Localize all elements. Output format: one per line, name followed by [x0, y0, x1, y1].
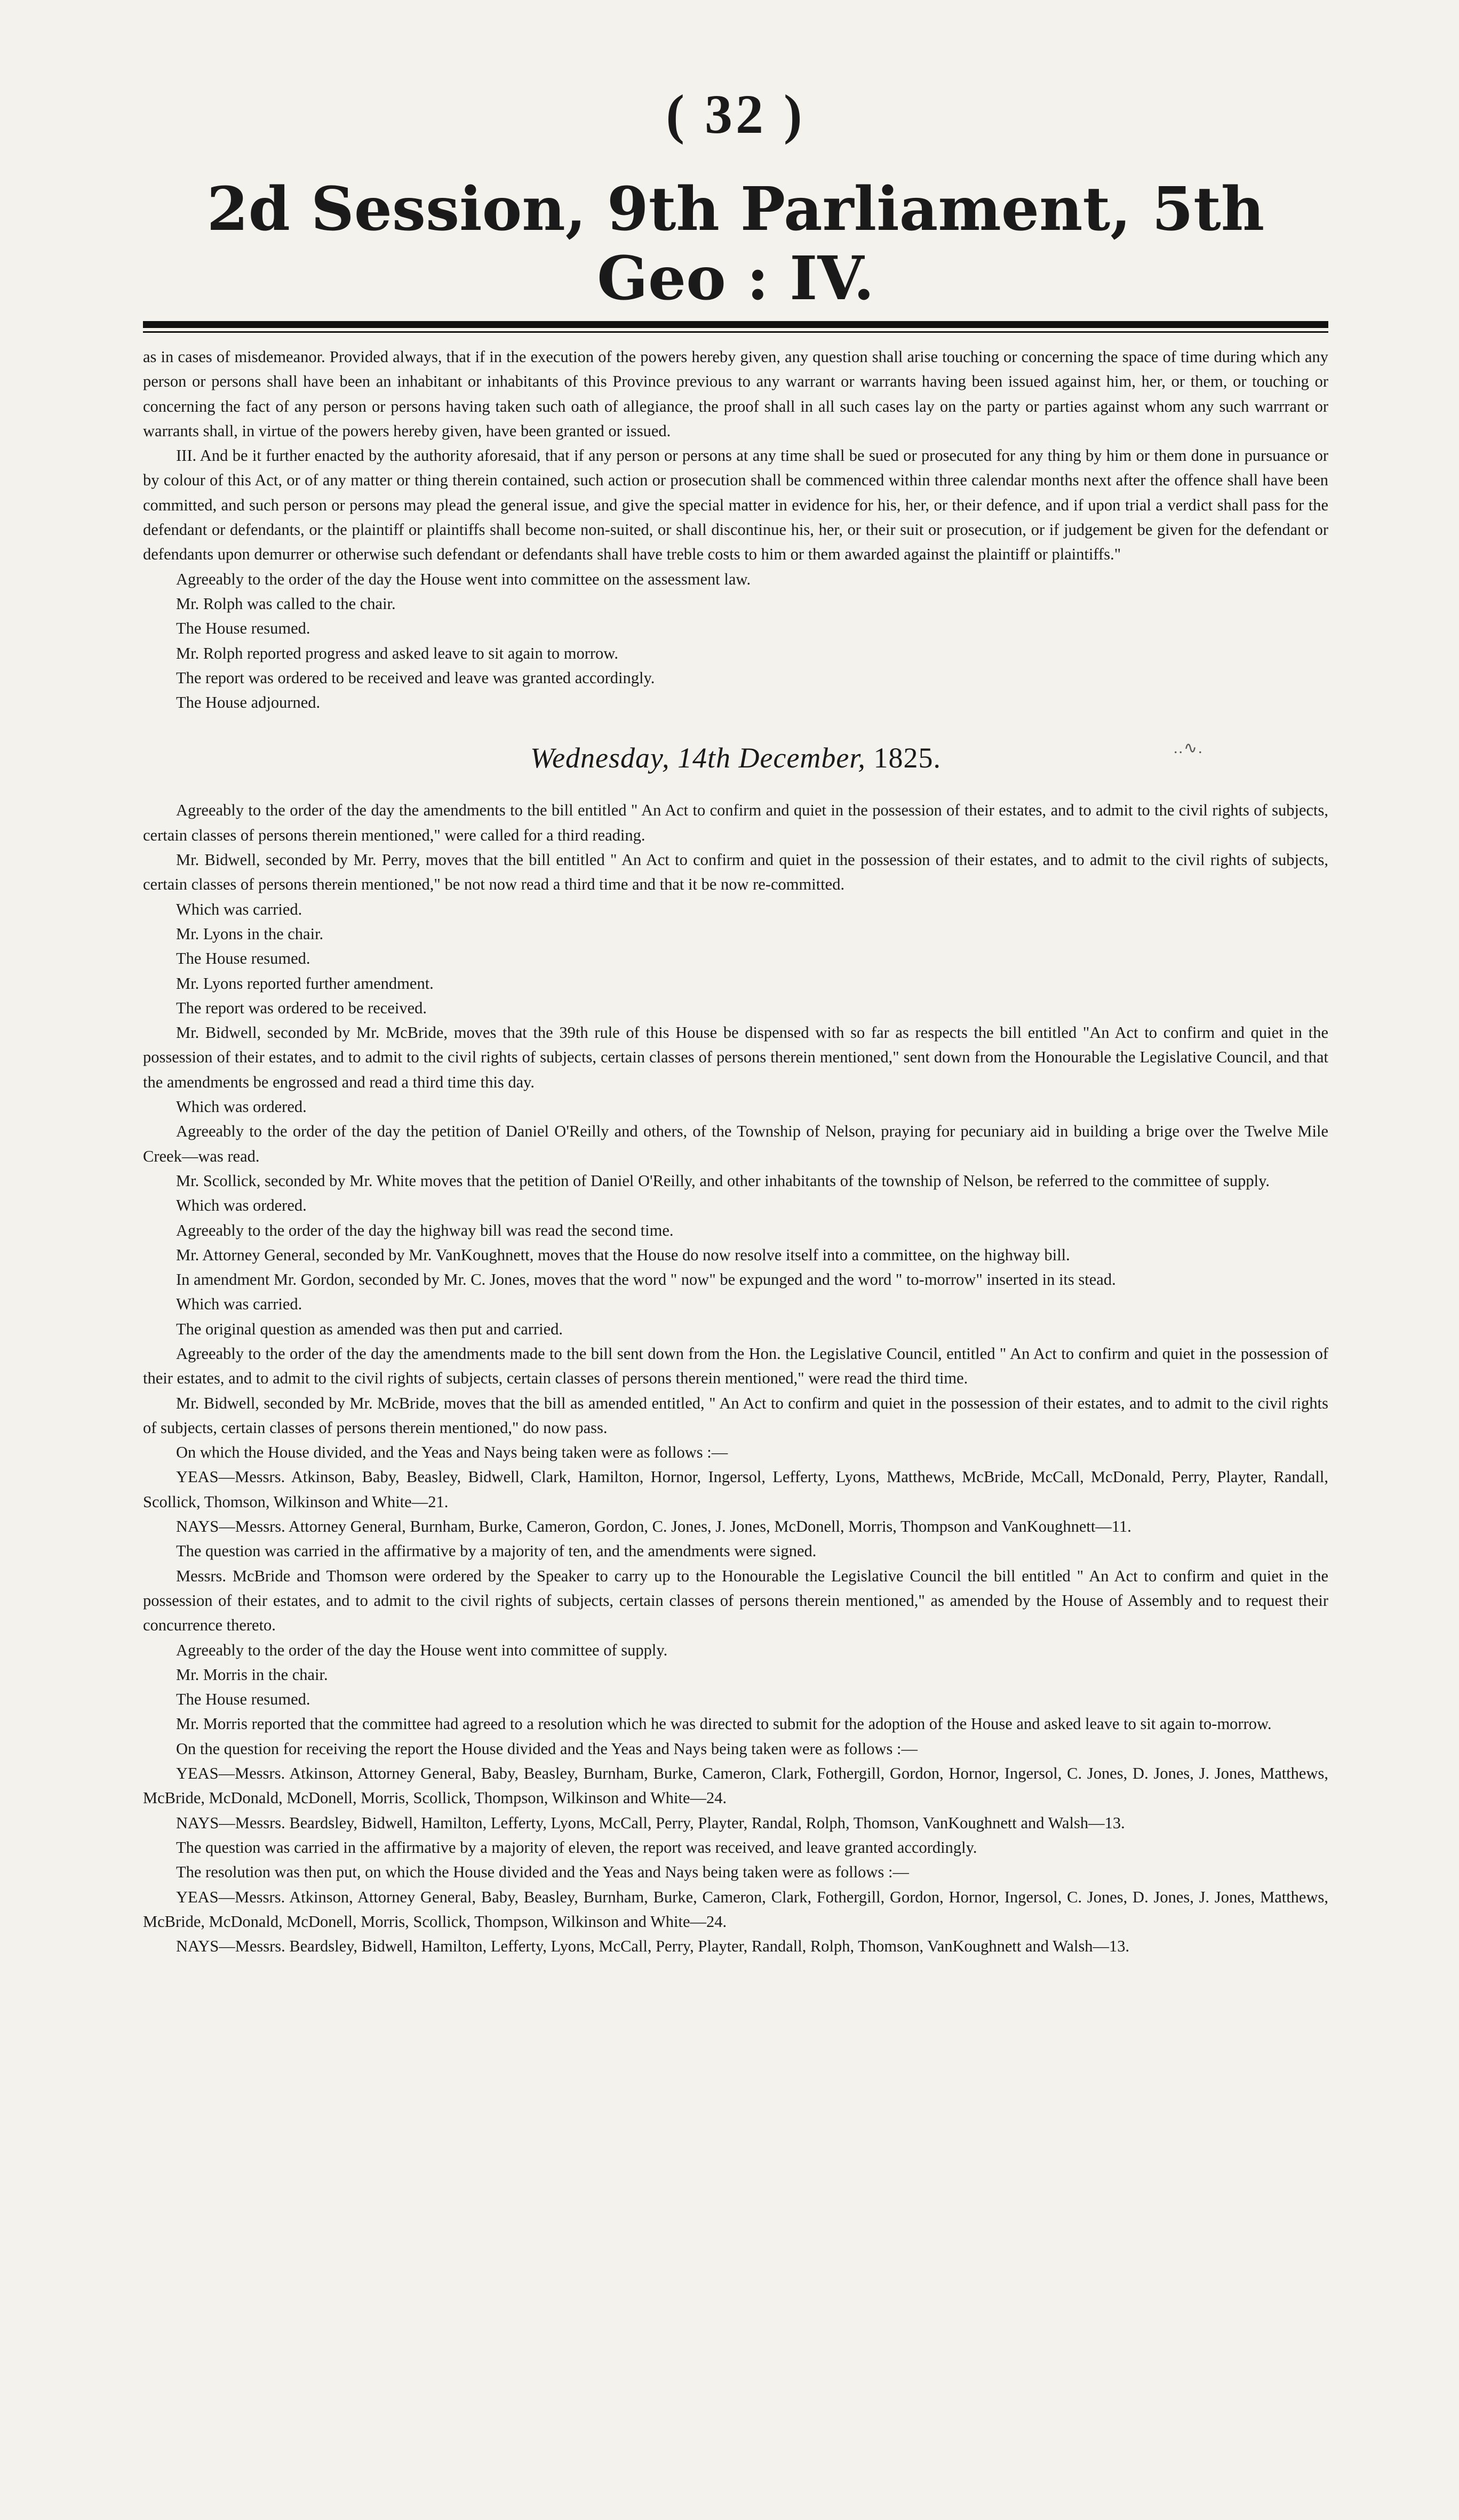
paragraph: Agreeably to the order of the day the petition of Daniel O'Reilly and others, of the Township of Nelson, praying for pecuniary aid in building a brige over the Twelve Mile Creek—was read.	[143, 1122, 1328, 1165]
paragraph: Which was ordered.	[176, 1098, 307, 1116]
paragraph: Mr. Attorney General, seconded by Mr. VanKoughnett, moves that the House do now resolve itself into a committee, on the highway bill.	[176, 1245, 1070, 1264]
paragraph: Mr. Scollick, seconded by Mr. White moves that the petition of Daniel O'Reilly, and other inhabitants of the township of Nelson, be referred to the committee of supply.	[176, 1171, 1270, 1190]
paragraph: The report was ordered to be received and leave was granted accordingly.	[176, 668, 655, 687]
paragraph: Which was carried.	[176, 1295, 302, 1314]
paragraph: YEAS—Messrs. Atkinson, Baby, Beasley, Bidwell, Clark, Hamilton, Hornor, Ingersol, Lefferty, Lyons, Matthews, McBride, McCall, McDonald, Perry, Playter, Randall, Scollick, Thomson, Wilkinson and White—21.	[143, 1468, 1328, 1511]
paragraph: Mr. Rolph was called to the chair.	[176, 594, 396, 613]
paragraph: The question was carried in the affirmative by a majority of ten, and the amendments were signed.	[176, 1542, 817, 1561]
paragraph: Mr. Rolph reported progress and asked leave to sit again to morrow.	[176, 644, 618, 662]
paragraph: The original question as amended was then put and carried.	[176, 1319, 563, 1338]
paragraph: YEAS—Messrs. Atkinson, Attorney General, Baby, Beasley, Burnham, Burke, Cameron, Clark, Fothergill, Gordon, Hornor, Ingersol, C. Jones, D. Jones, J. Jones, Matthews, McBride, McDonald, McDonell, Morris, Scollick, Thompson, Wilkinson and White—24.	[143, 1887, 1328, 1931]
paragraph: Agreeably to the order of the day the House went into committee on the assessment law.	[176, 570, 751, 588]
paragraph: Mr. Bidwell, seconded by Mr. Perry, moves that the bill entitled " An Act to confirm and quiet in the possession of their estates, and to admit to the civil rights of subjects, certain classes of persons therein mentioned," be not now read a third time and that it be now re-committed.	[143, 851, 1328, 894]
paragraph: In amendment Mr. Gordon, seconded by Mr. C. Jones, moves that the word " now" be expunged and the word " to-morrow" inserted in its stead.	[176, 1270, 1116, 1289]
paragraph: The report was ordered to be received.	[176, 998, 427, 1017]
date-heading-year: 1825.	[865, 742, 941, 774]
paragraph: NAYS—Messrs. Attorney General, Burnham, Burke, Cameron, Gordon, C. Jones, J. Jones, McDonell, Morris, Thompson and VanKoughnett—11.	[176, 1517, 1131, 1536]
header-rule-thin	[143, 331, 1328, 333]
paragraph: Mr. Lyons in the chair.	[176, 924, 324, 943]
paragraph: The resolution was then put, on which the House divided and the Yeas and Nays being taken were as follows :—	[176, 1863, 909, 1882]
paragraph: Mr. Bidwell, seconded by Mr. McBride, moves that the 39th rule of this House be dispensed with so far as respects the bill entitled "An Act to confirm and quiet in the possession of their estates, and to admit to the civil rights of subjects, certain classes of persons therein mentioned," sent down from the Honourable the Legislative Council, and that the amendments be engrossed and read a third time this day.	[143, 1023, 1328, 1091]
paragraph: The House resumed.	[176, 949, 310, 968]
bottom-text-block	[143, 798, 1328, 1958]
paragraph: The question was carried in the affirmative by a majority of eleven, the report was received, and leave granted accordingly.	[176, 1838, 977, 1857]
running-header: 2d Session, 9th Parliament, 5th Geo : IV.	[206, 174, 1265, 314]
paragraph: The House resumed.	[176, 619, 310, 638]
page-number: ( 32 )	[666, 84, 806, 145]
paragraph: Mr. Morris in the chair.	[176, 1665, 328, 1684]
paragraph: Agreeably to the order of the day the House went into committee of supply.	[176, 1641, 668, 1659]
paragraph: Agreeably to the order of the day the highway bill was read the second time.	[176, 1221, 674, 1239]
paragraph: NAYS—Messrs. Beardsley, Bidwell, Hamilton, Lefferty, Lyons, McCall, Perry, Playter, Randal, Rolph, Thomson, VanKoughnett and Walsh—13.	[176, 1813, 1125, 1832]
paragraph: The House resumed.	[176, 1690, 310, 1709]
paragraph: Mr. Lyons reported further amendment.	[176, 974, 434, 993]
date-heading	[143, 739, 1328, 777]
paragraph: Agreeably to the order of the day the amendments to the bill entitled " An Act to confirm and quiet in the possession of their estates, and to admit to the civil rights of subjects, certain classes of persons therein mentioned," were called for a third reading.	[143, 801, 1328, 844]
paragraph: NAYS—Messrs. Beardsley, Bidwell, Hamilton, Lefferty, Lyons, McCall, Perry, Playter, Randall, Rolph, Thomson, VanKoughnett and Walsh—13.	[176, 1937, 1130, 1956]
top-text-block	[143, 345, 1328, 715]
paragraph: Mr. Morris reported that the committee had agreed to a resolution which he was directed to submit for the adoption of the House and asked leave to sit again to-morrow.	[176, 1715, 1272, 1733]
paragraph: III. And be it further enacted by the authority aforesaid, that if any person or persons at any time shall be sued or prosecuted for any thing by him or them done in pursuance or by colour of this Act, or of any matter or thing therein contained, such action or prosecution shall be commenced within three calendar months next after the offence shall have been committed, and such person or persons may plead the general issue, and give the special matter in evidence for his, her, or their defence, and if upon trial a verdict shall pass for the defendant or defendants, or the plaintiff or plaintiffs shall become non-suited, or shall discontinue his, her, or their suit or prosecution, or if judgement be given for the defendant or defendants upon demurrer or otherwise such defendant or defendants shall have treble costs to him or them awarded against the plaintiff or plaintiffs."	[143, 446, 1328, 564]
paragraph: as in cases of misdemeanor. Provided always, that if in the execution of the powers hereby given, any question shall arise touching or concerning the space of time during which any person or persons shall have been an inhabitant or inhabitants of this Province previous to any warrant or warrants having been issued against him, her, or them, or touching or concerning the fact of any person or persons having taken such oath of allegiance, the proof shall in all such cases lay on the party or parties against whom any such warrrant or warrants shall, in virtue of the powers hereby given, have been granted or issued.	[143, 348, 1328, 440]
paragraph: Messrs. McBride and Thomson were ordered by the Speaker to carry up to the Honourable the Legislative Council the bill entitled " An Act to confirm and quiet in the possession of their estates, and to admit to the civil rights of subjects, certain classes of persons therein mentioned," as amended by the House of Assembly and to request their concurrence thereto.	[143, 1566, 1328, 1635]
header-rule-thick	[143, 321, 1328, 328]
ink-blot-mark: ..∿.	[1174, 739, 1203, 757]
paragraph: On which the House divided, and the Yeas and Nays being taken were as follows :—	[176, 1443, 728, 1462]
paragraph: On the question for receiving the report the House divided and the Yeas and Nays being taken were as follows :—	[176, 1739, 918, 1758]
paragraph: Mr. Bidwell, seconded by Mr. McBride, moves that the bill as amended entitled, " An Act to confirm and quiet in the possession of their estates, and to admit to the civil rights of subjects, certain classes of persons therein mentioned," do now pass.	[143, 1394, 1328, 1437]
paragraph: Which was ordered.	[176, 1196, 307, 1215]
paragraph: The House adjourned.	[176, 693, 321, 712]
paragraph: YEAS—Messrs. Atkinson, Attorney General, Baby, Beasley, Burnham, Burke, Cameron, Clark, Fothergill, Gordon, Hornor, Ingersol, C. Jones, D. Jones, J. Jones, Matthews, McBride, McDonald, McDonell, Morris, Scollick, Thompson, Wilkinson and White—24.	[143, 1764, 1328, 1807]
date-heading-day: Wednesday, 14th December,	[530, 742, 866, 774]
paragraph: Agreeably to the order of the day the amendments made to the bill sent down from the Hon. the Legislative Council, entitled " An Act to confirm and quiet in the possession of their estates, and to admit to the civil rights of subjects, certain classes of persons therein mentioned," were read the third time.	[143, 1344, 1328, 1388]
paragraph: Which was carried.	[176, 900, 302, 918]
